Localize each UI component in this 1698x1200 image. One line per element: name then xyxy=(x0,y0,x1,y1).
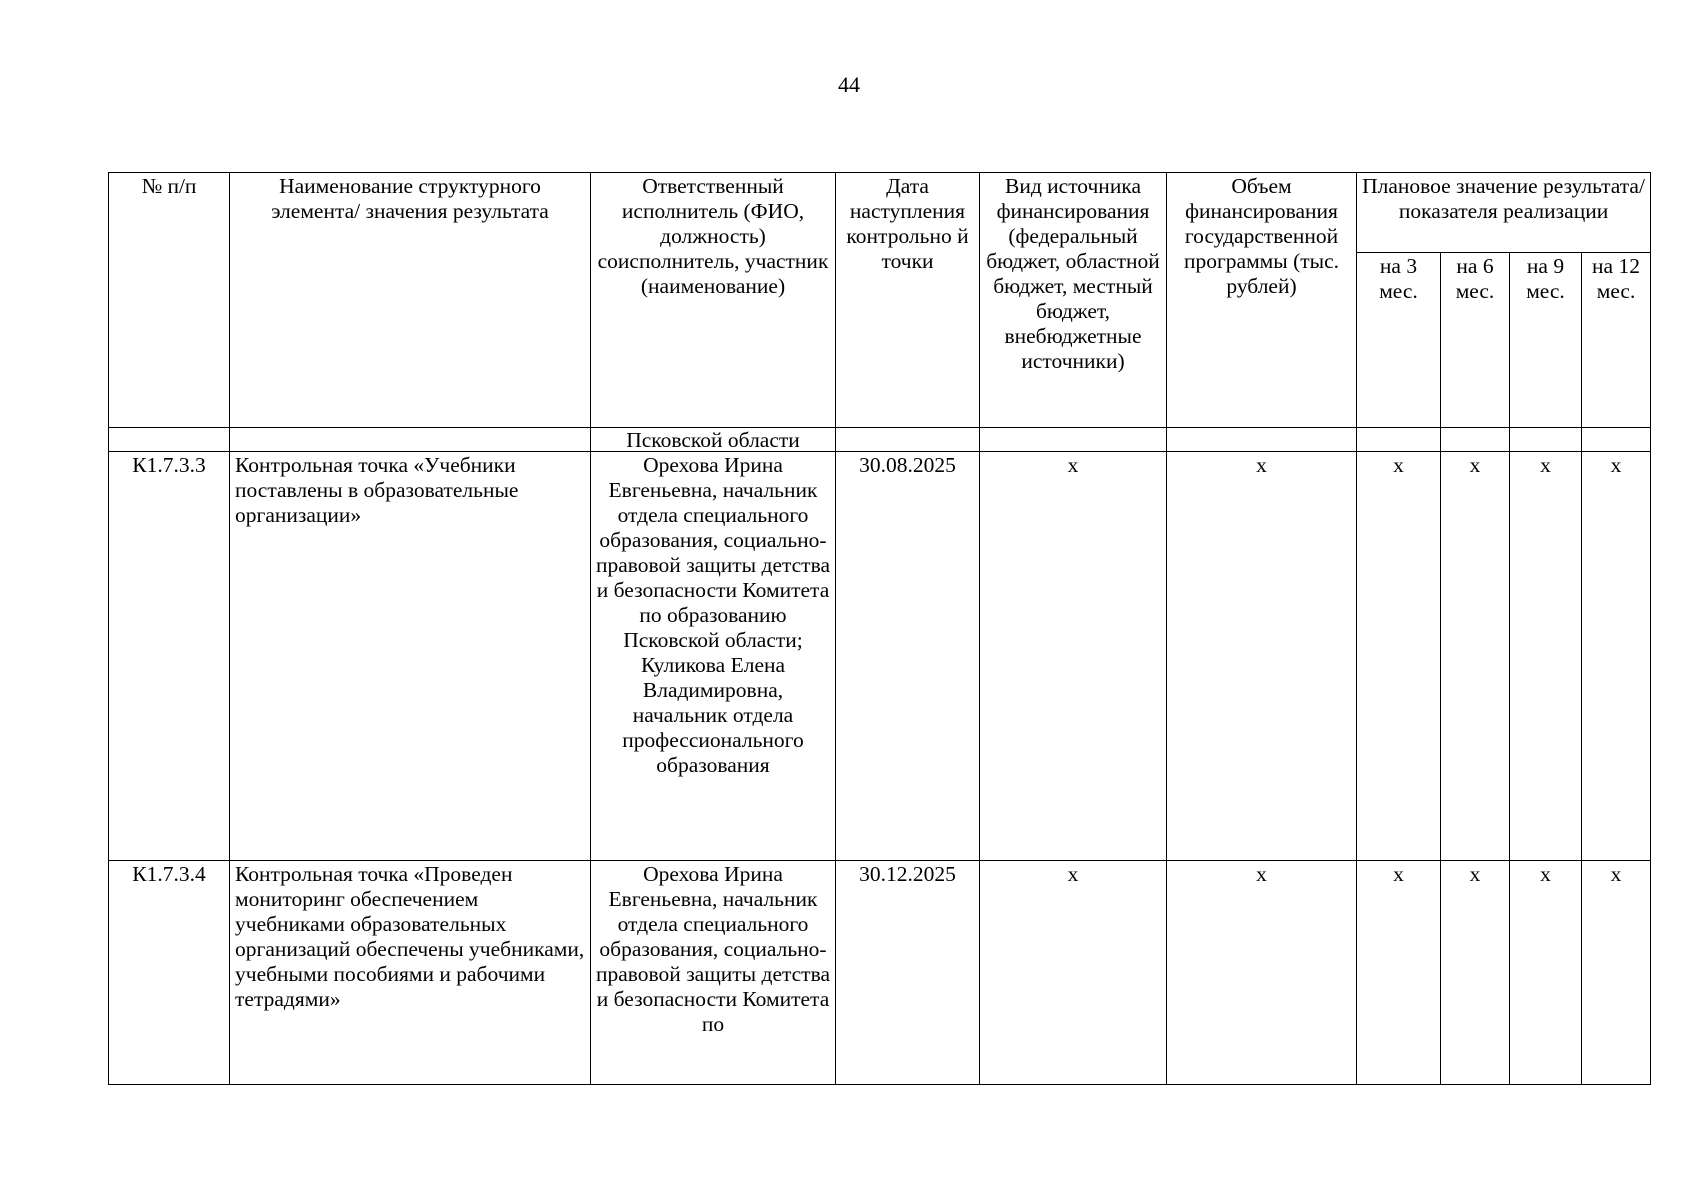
cell-volume: х xyxy=(1167,452,1357,861)
cell-empty xyxy=(1167,428,1357,452)
cell-empty xyxy=(230,428,591,452)
cell-empty xyxy=(980,428,1167,452)
control-points-table xyxy=(108,172,1651,1085)
header-volume: Объем финансирования государственной программы (тыс. рублей) xyxy=(1167,173,1357,428)
header-m3: на 3 мес. xyxy=(1357,253,1441,428)
cell-empty xyxy=(1510,428,1582,452)
cell-m9: х xyxy=(1510,861,1582,1085)
cell-name: Контрольная точка «Учебники поставлены в образовательные организации» xyxy=(230,452,591,861)
cell-responsible: Орехова Ирина Евгеньевна, начальник отдела специального образования, социально-правовой защиты детства и безопасности Комитета по образованию Псковской области; Куликова Елена Владимировна, начальник отдела профессионального образования xyxy=(591,452,836,861)
header-m6: на 6 мес. xyxy=(1441,253,1510,428)
header-responsible: Ответственный исполнитель (ФИО, должность) соисполнитель, участник (наименование) xyxy=(591,173,836,428)
cell-m3: х xyxy=(1357,452,1441,861)
cell-m6: х xyxy=(1441,452,1510,861)
cell-source: х xyxy=(980,861,1167,1085)
header-row xyxy=(109,173,1651,253)
table-row xyxy=(109,861,1651,1085)
cell-num: К1.7.3.4 xyxy=(109,861,230,1085)
page-number: 44 xyxy=(838,72,860,97)
cell-responsible: Орехова Ирина Евгеньевна, начальник отдела специального образования, социально-правовой защиты детства и безопасности Комитета по xyxy=(591,861,836,1085)
header-m9: на 9 мес. xyxy=(1510,253,1582,428)
cell-m9: х xyxy=(1510,452,1582,861)
cell-empty xyxy=(836,428,980,452)
cell-date: 30.12.2025 xyxy=(836,861,980,1085)
header-num: № п/п xyxy=(109,173,230,428)
table-row xyxy=(109,452,1651,861)
cell-source: х xyxy=(980,452,1167,861)
cell-empty xyxy=(1441,428,1510,452)
cell-date: 30.08.2025 xyxy=(836,452,980,861)
cell-empty xyxy=(1357,428,1441,452)
cell-num: К1.7.3.3 xyxy=(109,452,230,861)
cell-volume: х xyxy=(1167,861,1357,1085)
header-m12: на 12 мес. xyxy=(1582,253,1651,428)
header-name: Наименование структурного элемента/ значения результата xyxy=(230,173,591,428)
header-source: Вид источника финансирования (федеральный бюджет, областной бюджет, местный бюджет, внебюджетные источники) xyxy=(980,173,1167,428)
header-planned: Плановое значение результата/показателя реализации xyxy=(1357,173,1651,253)
continuation-row xyxy=(109,428,1651,452)
cell-name: Контрольная точка «Проведен мониторинг обеспечением учебниками образовательных организаций обеспечены учебниками, учебными пособиями и рабочими тетрадями» xyxy=(230,861,591,1085)
header-date: Дата наступления контрольно й точки xyxy=(836,173,980,428)
cell-empty xyxy=(1582,428,1651,452)
cell-responsible: Псковской области xyxy=(591,428,836,452)
cell-m3: х xyxy=(1357,861,1441,1085)
cell-m6: х xyxy=(1441,861,1510,1085)
cell-m12: х xyxy=(1582,861,1651,1085)
cell-m12: х xyxy=(1582,452,1651,861)
cell-empty xyxy=(109,428,230,452)
